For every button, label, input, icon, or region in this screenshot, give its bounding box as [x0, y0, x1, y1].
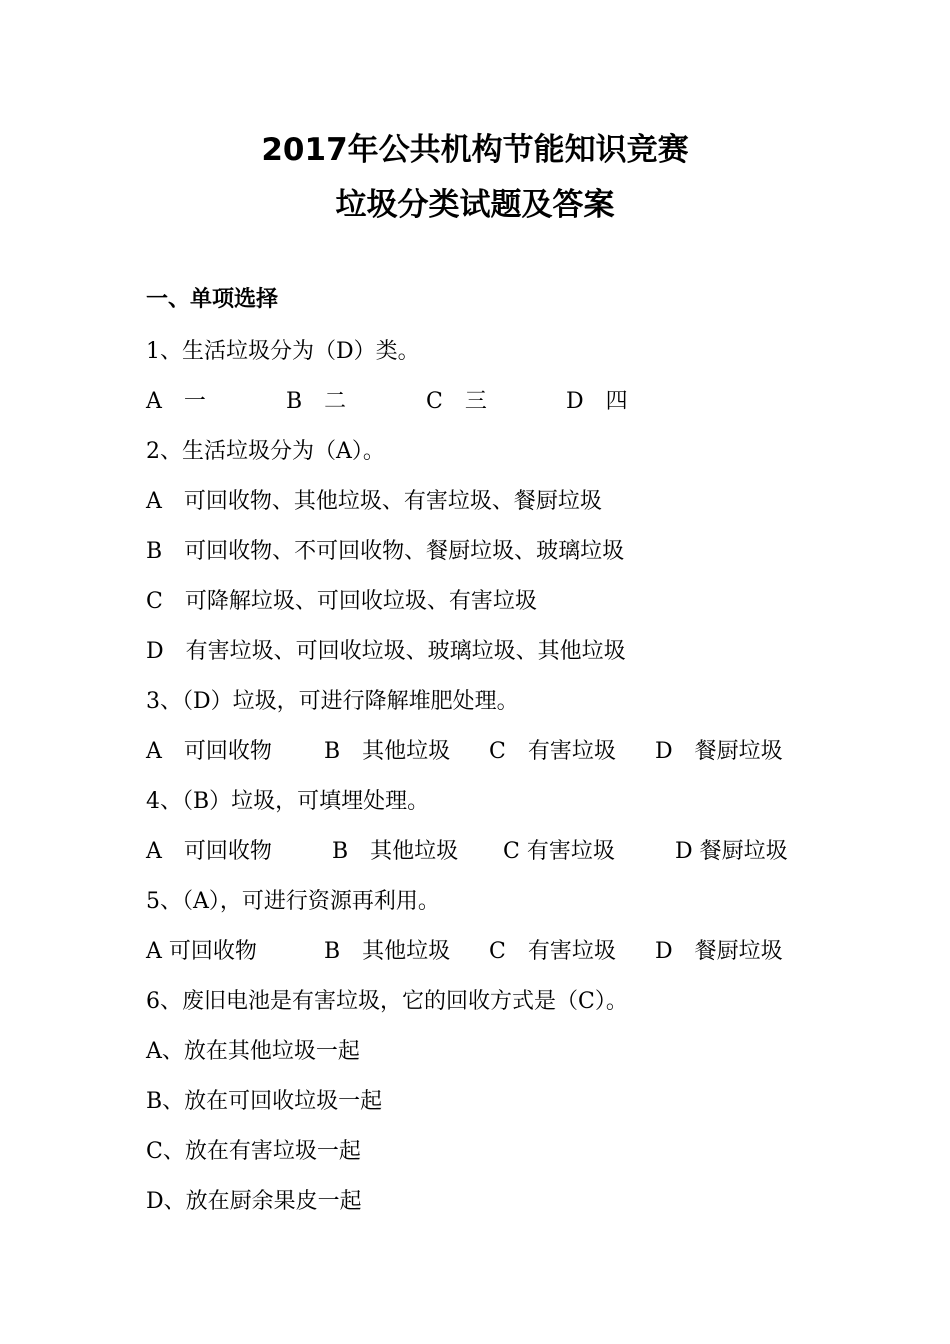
q1-option-a: A 一: [146, 389, 206, 414]
question-4: 4、（B）垃圾，可填埋处理。: [146, 789, 430, 814]
q2-option-d: D 有害垃圾、可回收垃圾、玻璃垃圾、其他垃圾: [146, 639, 626, 664]
q5-option-b: B 其他垃圾: [324, 939, 451, 964]
document-title-line2: 垃圾分类试题及答案: [335, 187, 615, 223]
q6-option-d: D、放在厨余果皮一起: [146, 1189, 362, 1214]
q1-option-d: D 四: [566, 389, 628, 414]
q4-option-b: B 其他垃圾: [332, 839, 459, 864]
q1-option-c: C 三: [426, 389, 487, 414]
q3-option-d: D 餐厨垃圾: [655, 739, 783, 764]
question-1: 1、生活垃圾分为（D）类。: [146, 339, 420, 364]
question-6: 6、废旧电池是有害垃圾，它的回收方式是（C）。: [146, 989, 628, 1014]
q2-option-a: A 可回收物、其他垃圾、有害垃圾、餐厨垃圾: [146, 489, 602, 514]
q5-option-c: C 有害垃圾: [489, 939, 616, 964]
q2-option-c: C 可降解垃圾、可回收垃圾、有害垃圾: [146, 589, 537, 614]
q6-option-b: B、放在可回收垃圾一起: [146, 1089, 383, 1114]
q5-option-a: A 可回收物: [146, 939, 257, 964]
q5-option-d: D 餐厨垃圾: [655, 939, 783, 964]
question-2: 2、生活垃圾分为（A）。: [146, 439, 385, 464]
q3-option-b: B 其他垃圾: [324, 739, 451, 764]
q3-option-c: C 有害垃圾: [489, 739, 616, 764]
document-title-line1: 2017年公共机构节能知识竞赛: [261, 132, 689, 168]
q4-option-d: D 餐厨垃圾: [675, 839, 788, 864]
q2-option-b: B 可回收物、不可回收物、餐厨垃圾、玻璃垃圾: [146, 539, 625, 564]
q3-option-a: A 可回收物: [146, 739, 272, 764]
q4-option-a: A 可回收物: [146, 839, 272, 864]
q6-option-a: A、放在其他垃圾一起: [146, 1039, 360, 1064]
question-3: 3、（D）垃圾，可进行降解堆肥处理。: [146, 689, 519, 714]
q1-option-b: B 二: [286, 389, 347, 414]
section-heading: 一、单项选择: [146, 287, 279, 312]
q6-option-c: C、放在有害垃圾一起: [146, 1139, 361, 1164]
q4-option-c: C 有害垃圾: [503, 839, 615, 864]
question-5: 5、（A），可进行资源再利用。: [146, 889, 440, 914]
